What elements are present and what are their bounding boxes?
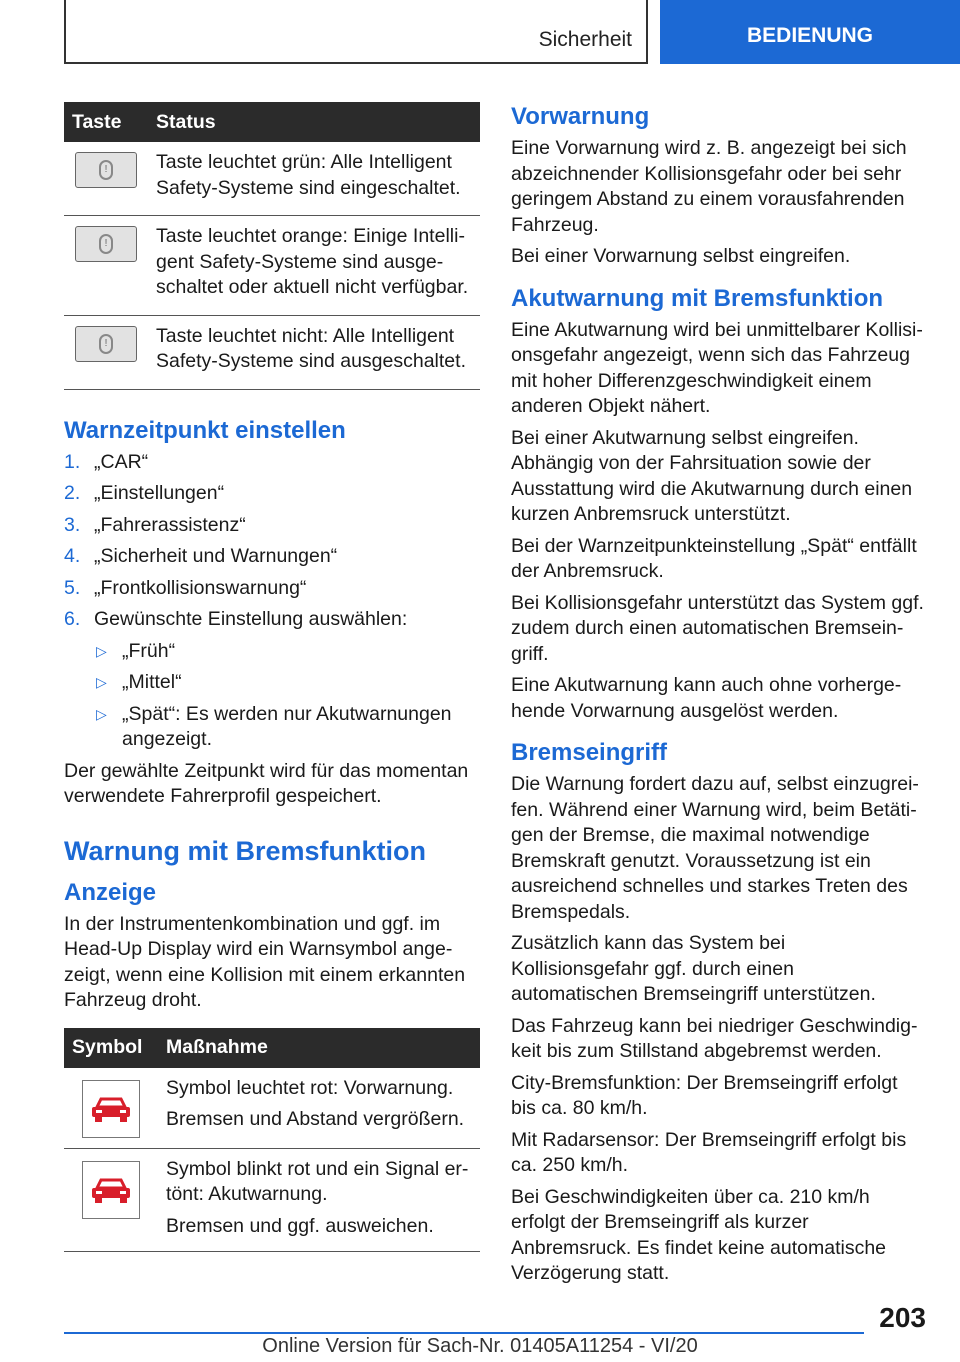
profile-note: Der gewählte Zeitpunkt wird für das momentan verwendete Fahrerprofil gespeichert. xyxy=(64,759,469,807)
bremseingriff-text: Mit Radarsensor: Der Bremseingriff erfolgt bis ca. 250 km/h. xyxy=(511,1128,907,1176)
status-text: Taste leuchtet grün: Alle Intelligent Safety-Systeme sind eingeschaltet. xyxy=(148,142,480,216)
red-car-warning-icon xyxy=(82,1080,140,1138)
bremsfunktion-heading: Warnung mit Bremsfunktion xyxy=(64,835,426,866)
list-item: ▷ „Mittel“ xyxy=(94,670,480,696)
bremseingriff-text: City-Bremsfunktion: Der Bremseingriff erfolgt bis ca. 80 km/h. xyxy=(511,1071,898,1119)
col-header-key: Taste xyxy=(64,102,148,142)
bremseingriff-text: Das Fahrzeug kann bei niedriger Geschwindigkeit bis zum Stillstand abgebremst werden. xyxy=(511,1014,918,1062)
triangle-bullet-icon: ▷ xyxy=(96,705,107,722)
symbol-status: Symbol leuchtet rot: Vorwarnung. xyxy=(166,1076,454,1099)
list-item: 3. „Fahrerassistenz“ xyxy=(64,513,246,536)
chapter-tab[interactable]: BEDIENUNG xyxy=(660,0,960,64)
footer-online-version: Online Version für Sach-Nr. 01405A11254 - VI/20 xyxy=(262,1335,698,1357)
timing-options xyxy=(94,639,480,753)
table-row xyxy=(64,1148,480,1252)
list-item: ▷ „Früh“ xyxy=(94,639,480,665)
akutwarnung-heading: Akutwarnung mit Bremsfunktion xyxy=(511,284,884,312)
section-title: Sicherheit xyxy=(538,28,632,51)
bremseingriff-text: Zusätzlich kann das System bei Kollisionsgefahr ggf. durch einen automatischen Bremseingriff unterstützen. xyxy=(511,932,876,1005)
symbol-table xyxy=(64,1028,480,1253)
list-item: 2. „Einstellungen“ xyxy=(64,482,225,504)
left-column xyxy=(64,102,480,1252)
table-row xyxy=(64,315,480,389)
akutwarnung-text: Bei einer Akutwarnung selbst eingreifen. Abhängig von der Fahrsituation sowie der Ausstattung wird die Akutwarnung durch einen kurzen Anbremsruck unterstützt. xyxy=(511,426,913,525)
bremseingriff-text: Bei Geschwindigkeiten über ca. 210 km/h erfolgt der Bremseingriff als kurzer Anbremsruck. Es findet keine automatische Verzögerung statt. xyxy=(511,1185,887,1284)
list-item: 4. „Sicherheit und Warnungen“ xyxy=(64,545,338,567)
col-header-action: Maßnahme xyxy=(158,1028,480,1068)
page-number: 203 xyxy=(879,1302,926,1333)
table-row xyxy=(64,216,480,316)
intelligent-safety-key-icon: ! xyxy=(75,226,137,262)
bremseingriff-heading: Bremseingriff xyxy=(511,739,668,766)
red-car-warning-icon xyxy=(82,1161,140,1219)
header-frame xyxy=(64,0,648,64)
anzeige-heading: Anzeige xyxy=(64,878,157,906)
triangle-bullet-icon: ▷ xyxy=(96,642,107,659)
bremseingriff-text: Die Warnung fordert dazu auf, selbst einzugreifen. Während einer Warnung wird, beim Betätigen der Bremse, die maximal notwendige Bremskraft genutzt. Voraussetzung ist ein ausreichend schnelles und starkes Treten des Bremspedals. xyxy=(511,773,919,923)
right-column xyxy=(511,102,926,1293)
col-header-symbol: Symbol xyxy=(64,1028,158,1068)
symbol-status: Symbol blinkt rot und ein Signal ertönt: Akutwarnung. xyxy=(166,1157,469,1205)
anzeige-text: In der Instrumentenkombination und ggf. im Head-Up Display wird ein Warnsymbol angezeigt, wenn eine Kollision mit einem erkannten Fahrzeug droht. xyxy=(64,912,466,1011)
intelligent-safety-key-icon: ! xyxy=(75,152,137,188)
intelligent-safety-key-icon: ! xyxy=(75,326,137,362)
list-item: 5. „Frontkollisionswarnung“ xyxy=(64,576,307,599)
triangle-bullet-icon: ▷ xyxy=(96,674,107,690)
col-header-status: Status xyxy=(148,102,480,142)
vorwarnung-text: Eine Vorwarnung wird z. B. angezeigt bei sich abzeichnender Kollisionsgefahr oder bei sehr geringem Abstand zu einem vorausfahrenden Fahrzeug. xyxy=(511,137,907,236)
symbol-action: Bremsen und Abstand vergrößern. xyxy=(166,1108,465,1130)
akutwarnung-text: Eine Akutwarnung wird bei unmittelbarer Kollisionsgefahr angezeigt, wenn sich das Fahrzeug mit hoher Differenzgeschwindigkeit einem anderen Objekt nähert. xyxy=(511,318,923,417)
vorwarnung-heading: Vorwarnung xyxy=(511,103,650,130)
akutwarnung-text: Bei Kollisionsgefahr unterstützt das System ggf. zudem durch einen automatischen Bremseingriff. xyxy=(511,591,924,665)
table-row xyxy=(64,142,480,216)
status-text: Taste leuchtet orange: Einige Intelligent Safety-Systeme sind ausgeschaltet oder aktuell nicht verfügbar. xyxy=(148,216,480,316)
list-item: 6. Gewünschte Einstellung auswählen: xyxy=(64,608,408,630)
list-item: 1. „CAR“ xyxy=(64,450,149,473)
akutwarnung-text: Bei der Warnzeitpunkteinstellung „Spät“ entfällt der Anbremsruck. xyxy=(511,534,917,582)
settings-steps xyxy=(64,450,480,633)
table-row xyxy=(64,1068,480,1149)
list-item: ▷ „Spät“: Es werden nur Akutwarnungen angezeigt. xyxy=(96,702,452,750)
symbol-action: Bremsen und ggf. ausweichen. xyxy=(166,1214,434,1237)
warnzeitpunkt-heading: Warnzeitpunkt einstellen xyxy=(64,416,346,444)
akutwarnung-text: Eine Akutwarnung kann auch ohne vorhergehende Vorwarnung ausgelöst werden. xyxy=(511,674,902,722)
footer-rule xyxy=(64,1332,864,1334)
status-text: Taste leuchtet nicht: Alle Intelligent Safety-Systeme sind ausgeschaltet. xyxy=(148,315,480,389)
vorwarnung-text: Bei einer Vorwarnung selbst eingreifen. xyxy=(511,245,851,267)
status-table xyxy=(64,102,480,390)
